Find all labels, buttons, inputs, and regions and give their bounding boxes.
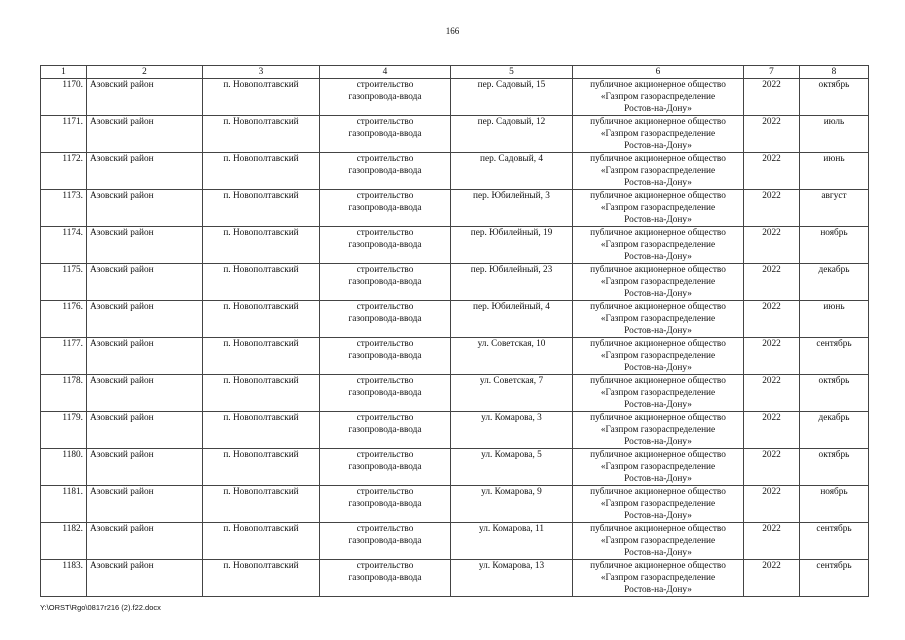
work-type-cell [320,560,451,597]
row-number: 1175. [41,264,87,301]
district-cell: Азовский район [87,190,203,227]
organization-line: публичное акционерное общество [590,80,726,90]
settlement-cell: п. Новополтавский [203,301,320,338]
row-number: 1172. [41,153,87,190]
address-cell: ул. Комарова, 11 [451,523,573,560]
district-cell: Азовский район [87,449,203,486]
work-type-cell [320,412,451,449]
organization-line: «Газпром газораспределение [600,240,716,250]
month-cell: декабрь [800,264,869,301]
organization-line: Ростов-на-Дону» [624,437,692,447]
organization-line: Ростов-на-Дону» [624,289,692,299]
work-type-line: строительство [356,191,414,201]
table-row [41,412,869,449]
organization-line: «Газпром газораспределение [600,425,716,435]
organization-cell [573,412,744,449]
year-cell: 2022 [744,264,800,301]
organization-line: Ростов-на-Дону» [624,548,692,558]
row-number: 1178. [41,375,87,412]
organization-cell [573,301,744,338]
settlement-cell: п. Новополтавский [203,338,320,375]
table-row [41,153,869,190]
organization-line: Ростов-на-Дону» [624,252,692,262]
organization-cell [573,523,744,560]
row-number: 1179. [41,412,87,449]
settlement-cell: п. Новополтавский [203,375,320,412]
month-cell: июль [800,116,869,153]
settlement-cell: п. Новополтавский [203,560,320,597]
work-type-cell [320,153,451,190]
column-header: 4 [320,66,451,79]
organization-line: «Газпром газораспределение [600,129,716,139]
month-cell: октябрь [800,449,869,486]
month-cell: август [800,190,869,227]
district-cell: Азовский район [87,227,203,264]
organization-line: публичное акционерное общество [590,413,726,423]
work-type-cell [320,486,451,523]
settlement-cell: п. Новополтавский [203,486,320,523]
month-cell: октябрь [800,79,869,116]
work-type-line: строительство [356,265,414,275]
work-type-line: строительство [356,450,414,460]
work-type-line: строительство [356,154,414,164]
organization-line: публичное акционерное общество [590,228,726,238]
work-type-line: газопровода-ввода [348,573,422,583]
organization-line: «Газпром газораспределение [600,573,716,583]
row-number: 1171. [41,116,87,153]
organization-line: Ростов-на-Дону» [624,585,692,595]
settlement-cell: п. Новополтавский [203,190,320,227]
address-cell: ул. Комарова, 13 [451,560,573,597]
district-cell: Азовский район [87,412,203,449]
settlement-cell: п. Новополтавский [203,264,320,301]
address-cell: пер. Садовый, 4 [451,153,573,190]
year-cell: 2022 [744,116,800,153]
schedule-table [40,65,869,597]
work-type-cell [320,449,451,486]
district-cell: Азовский район [87,375,203,412]
year-cell: 2022 [744,301,800,338]
organization-line: Ростов-на-Дону» [624,326,692,336]
address-cell: пер. Юбилейный, 23 [451,264,573,301]
column-header: 6 [573,66,744,79]
column-header: 5 [451,66,573,79]
table-row [41,523,869,560]
month-cell: ноябрь [800,227,869,264]
table-row [41,486,869,523]
work-type-line: строительство [356,339,414,349]
year-cell: 2022 [744,190,800,227]
address-cell: ул. Комарова, 9 [451,486,573,523]
work-type-line: газопровода-ввода [348,203,422,213]
work-type-line: газопровода-ввода [348,314,422,324]
organization-line: «Газпром газораспределение [600,166,716,176]
settlement-cell: п. Новополтавский [203,449,320,486]
address-cell: ул. Комарова, 5 [451,449,573,486]
month-cell: сентябрь [800,338,869,375]
organization-line: публичное акционерное общество [590,191,726,201]
organization-cell [573,227,744,264]
month-cell: сентябрь [800,560,869,597]
district-cell: Азовский район [87,486,203,523]
organization-line: Ростов-на-Дону» [624,363,692,373]
month-cell: ноябрь [800,486,869,523]
work-type-line: строительство [356,413,414,423]
row-number: 1170. [41,79,87,116]
month-cell: октябрь [800,375,869,412]
table-row [41,301,869,338]
row-number: 1181. [41,486,87,523]
column-header: 3 [203,66,320,79]
organization-line: Ростов-на-Дону» [624,474,692,484]
work-type-cell [320,190,451,227]
organization-line: публичное акционерное общество [590,487,726,497]
work-type-cell [320,523,451,560]
district-cell: Азовский район [87,301,203,338]
month-cell: июнь [800,301,869,338]
organization-line: «Газпром газораспределение [600,351,716,361]
address-cell: ул. Советская, 10 [451,338,573,375]
row-number: 1176. [41,301,87,338]
settlement-cell: п. Новополтавский [203,116,320,153]
column-header: 2 [87,66,203,79]
work-type-line: газопровода-ввода [348,499,422,509]
work-type-line: газопровода-ввода [348,462,422,472]
organization-cell [573,116,744,153]
organization-line: публичное акционерное общество [590,450,726,460]
address-cell: ул. Советская, 7 [451,375,573,412]
file-path-footer: Y:\ORST\Rgo\0817r216 (2).f22.docx [40,603,161,612]
work-type-line: газопровода-ввода [348,92,422,102]
organization-line: Ростов-на-Дону» [624,104,692,114]
district-cell: Азовский район [87,153,203,190]
row-number: 1177. [41,338,87,375]
work-type-line: строительство [356,80,414,90]
table-row [41,227,869,264]
organization-line: публичное акционерное общество [590,339,726,349]
page-number: 166 [445,26,460,36]
organization-line: Ростов-на-Дону» [624,511,692,521]
organization-line: «Газпром газораспределение [600,203,716,213]
organization-line: «Газпром газораспределение [600,92,716,102]
year-cell: 2022 [744,375,800,412]
table-body [41,79,869,597]
work-type-line: строительство [356,487,414,497]
work-type-line: газопровода-ввода [348,277,422,287]
organization-line: «Газпром газораспределение [600,388,716,398]
organization-line: публичное акционерное общество [590,376,726,386]
year-cell: 2022 [744,338,800,375]
work-type-line: газопровода-ввода [348,388,422,398]
address-cell: пер. Садовый, 15 [451,79,573,116]
month-cell: сентябрь [800,523,869,560]
district-cell: Азовский район [87,560,203,597]
settlement-cell: п. Новополтавский [203,153,320,190]
work-type-line: газопровода-ввода [348,425,422,435]
work-type-cell [320,227,451,264]
organization-line: публичное акционерное общество [590,524,726,534]
table-row [41,560,869,597]
district-cell: Азовский район [87,79,203,116]
column-header: 1 [41,66,87,79]
table-row [41,449,869,486]
table-row [41,264,869,301]
organization-cell [573,190,744,227]
organization-line: публичное акционерное общество [590,302,726,312]
year-cell: 2022 [744,449,800,486]
settlement-cell: п. Новополтавский [203,227,320,264]
year-cell: 2022 [744,523,800,560]
work-type-line: строительство [356,302,414,312]
row-number: 1180. [41,449,87,486]
work-type-cell [320,264,451,301]
work-type-line: газопровода-ввода [348,129,422,139]
work-type-line: строительство [356,561,414,571]
row-number: 1173. [41,190,87,227]
organization-cell [573,338,744,375]
year-cell: 2022 [744,560,800,597]
organization-line: публичное акционерное общество [590,154,726,164]
organization-cell [573,153,744,190]
year-cell: 2022 [744,486,800,523]
month-cell: декабрь [800,412,869,449]
organization-line: Ростов-на-Дону» [624,400,692,410]
work-type-line: газопровода-ввода [348,351,422,361]
organization-line: публичное акционерное общество [590,561,726,571]
organization-line: «Газпром газораспределение [600,536,716,546]
work-type-cell [320,375,451,412]
organization-line: Ростов-на-Дону» [624,215,692,225]
district-cell: Азовский район [87,523,203,560]
table-row [41,375,869,412]
organization-cell [573,449,744,486]
column-header: 8 [800,66,869,79]
address-cell: пер. Юбилейный, 19 [451,227,573,264]
work-type-cell [320,301,451,338]
settlement-cell: п. Новополтавский [203,523,320,560]
address-cell: пер. Юбилейный, 4 [451,301,573,338]
district-cell: Азовский район [87,338,203,375]
organization-line: публичное акционерное общество [590,117,726,127]
organization-line: публичное акционерное общество [590,265,726,275]
table-row [41,190,869,227]
district-cell: Азовский район [87,264,203,301]
address-cell: пер. Юбилейный, 3 [451,190,573,227]
work-type-cell [320,338,451,375]
row-number: 1182. [41,523,87,560]
work-type-line: строительство [356,228,414,238]
address-cell: ул. Комарова, 3 [451,412,573,449]
organization-cell [573,264,744,301]
address-cell: пер. Садовый, 12 [451,116,573,153]
year-cell: 2022 [744,79,800,116]
month-cell: июнь [800,153,869,190]
work-type-line: газопровода-ввода [348,240,422,250]
work-type-cell [320,116,451,153]
organization-line: Ростов-на-Дону» [624,178,692,188]
table-row [41,338,869,375]
column-number-row [41,66,869,79]
settlement-cell: п. Новополтавский [203,79,320,116]
column-header: 7 [744,66,800,79]
work-type-line: строительство [356,117,414,127]
work-type-line: газопровода-ввода [348,166,422,176]
year-cell: 2022 [744,412,800,449]
year-cell: 2022 [744,153,800,190]
organization-cell [573,486,744,523]
organization-line: «Газпром газораспределение [600,314,716,324]
work-type-line: строительство [356,524,414,534]
work-type-line: строительство [356,376,414,386]
organization-cell [573,560,744,597]
district-cell: Азовский район [87,116,203,153]
organization-line: Ростов-на-Дону» [624,141,692,151]
row-number: 1174. [41,227,87,264]
organization-line: «Газпром газораспределение [600,277,716,287]
organization-cell [573,79,744,116]
organization-line: «Газпром газораспределение [600,462,716,472]
year-cell: 2022 [744,227,800,264]
organization-line: «Газпром газораспределение [600,499,716,509]
table-row [41,116,869,153]
settlement-cell: п. Новополтавский [203,412,320,449]
organization-cell [573,375,744,412]
table-row [41,79,869,116]
work-type-line: газопровода-ввода [348,536,422,546]
work-type-cell [320,79,451,116]
row-number: 1183. [41,560,87,597]
